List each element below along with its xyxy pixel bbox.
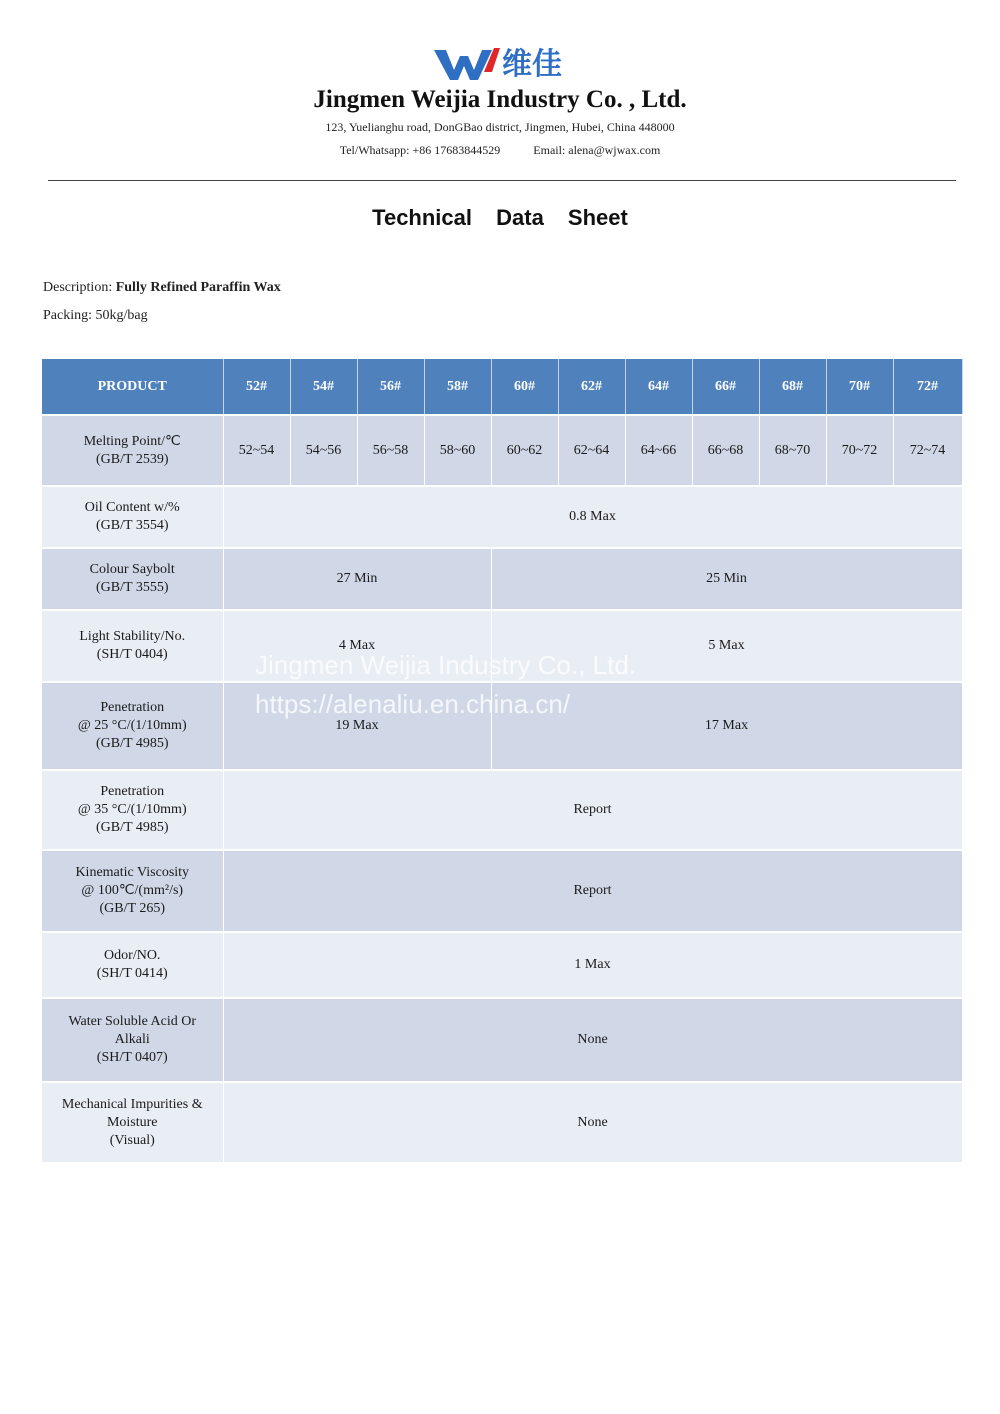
logo-chinese-text: 维佳: [502, 47, 562, 82]
packing-line: Packing: 50kg/bag: [43, 308, 148, 323]
table-row-penetration-25: [42, 682, 962, 770]
table-row-oil-content: [42, 486, 962, 548]
row-label: [42, 610, 223, 682]
row-label-line: Colour Saybolt: [89, 562, 175, 577]
row-label-line: (GB/T 2539): [96, 451, 169, 467]
table-cell: 72~74: [893, 415, 962, 486]
col-header: 62#: [558, 359, 625, 415]
row-label-line: (SH/T 0407): [96, 1050, 168, 1065]
row-label-line: (GB/T 4985): [96, 820, 169, 835]
row-label: [42, 1082, 223, 1163]
company-logo: [430, 42, 580, 82]
table-cell: 54~56: [290, 415, 357, 486]
table-cell: 66~68: [692, 415, 759, 486]
row-label-line: Mechanical Impurities &: [61, 1096, 203, 1112]
col-header: 56#: [357, 359, 424, 415]
logo-w-mark: [434, 50, 492, 80]
description-label: Description:: [43, 280, 113, 295]
col-header: 60#: [491, 359, 558, 415]
table-row-water-soluble: [42, 998, 962, 1082]
col-header: 70#: [826, 359, 893, 415]
table-row-penetration-35: [42, 770, 962, 850]
table-cell: None: [223, 998, 962, 1082]
page-title: Technical Data Sheet: [372, 205, 628, 230]
row-label-line: Kinematic Viscosity: [75, 865, 190, 880]
col-header: PRODUCT: [42, 359, 223, 415]
col-header: 64#: [625, 359, 692, 415]
row-label-line: @ 100℃/(mm²/s): [81, 883, 184, 898]
table-cell: None: [223, 1082, 962, 1163]
col-header: 66#: [692, 359, 759, 415]
row-label-line: (Visual): [109, 1132, 155, 1148]
table-cell: 52~54: [223, 415, 290, 486]
table-cell: 70~72: [826, 415, 893, 486]
company-address: 123, Yuelianghu road, DonGBao district, Jingmen, Hubei, China 448000: [325, 120, 675, 134]
table-cell: 19 Max: [223, 682, 491, 770]
table-row-colour: [42, 548, 962, 610]
row-label: [42, 932, 223, 998]
row-label-line: Moisture: [106, 1114, 158, 1130]
table-header-row: [42, 359, 962, 415]
description-line: [43, 280, 281, 296]
table-cell: 58~60: [424, 415, 491, 486]
row-label-line: Oil Content w/%: [84, 500, 180, 515]
row-label: [42, 548, 223, 610]
row-label: [42, 850, 223, 932]
contact-line: [0, 143, 1000, 158]
row-label-line: Penetration: [100, 700, 165, 715]
row-label-line: @ 25 °C/(1/10mm): [77, 718, 187, 733]
row-label-line: (SH/T 0414): [96, 966, 168, 981]
table-cell: Report: [223, 850, 962, 932]
row-label: [42, 998, 223, 1082]
table-row-mechanical-impurities: [42, 1082, 962, 1163]
col-header: 68#: [759, 359, 826, 415]
table-row-kinematic-viscosity: [42, 850, 962, 932]
row-label-line: Penetration: [100, 784, 165, 799]
table-cell: 25 Min: [491, 548, 962, 610]
row-label-line: (SH/T 0404): [96, 647, 168, 662]
row-label-line: Odor/NO.: [104, 948, 161, 963]
table-row-melting-point: [42, 415, 962, 486]
table-cell: 68~70: [759, 415, 826, 486]
table-cell: 60~62: [491, 415, 558, 486]
row-label-line: (GB/T 3554): [96, 518, 169, 533]
row-label-line: @ 35 °C/(1/10mm): [77, 802, 187, 817]
table-cell: 62~64: [558, 415, 625, 486]
row-label: [42, 415, 223, 486]
watermark-company: Jingmen Weijia Industry Co., Ltd.: [255, 650, 637, 680]
row-label: [42, 486, 223, 548]
header-divider: [48, 180, 956, 181]
table-cell: 5 Max: [491, 610, 962, 682]
table-row-light-stability: [42, 610, 962, 682]
table-cell: 4 Max: [223, 610, 491, 682]
table-cell: 0.8 Max: [223, 486, 962, 548]
watermark-url: https://alenaliu.en.china.cn/: [255, 689, 571, 719]
row-label-line: (GB/T 265): [99, 901, 165, 916]
table-cell: 64~66: [625, 415, 692, 486]
phone-text: Tel/Whatsapp: +86 17683844529: [339, 143, 501, 157]
table-cell: 17 Max: [491, 682, 962, 770]
table-cell: 56~58: [357, 415, 424, 486]
row-label: [42, 682, 223, 770]
col-header: 52#: [223, 359, 290, 415]
description-value: Fully Refined Paraffin Wax: [115, 280, 281, 295]
email-text: Email: alena@wjwax.com: [533, 143, 661, 157]
row-label: [42, 770, 223, 850]
spec-table: [42, 359, 963, 1164]
row-label-line: Water Soluble Acid Or: [68, 1014, 197, 1029]
table-cell: Report: [223, 770, 962, 850]
row-label-line: (GB/T 4985): [96, 736, 169, 751]
table-cell: 27 Min: [223, 548, 491, 610]
row-label-line: Light Stability/No.: [79, 629, 186, 644]
col-header: 54#: [290, 359, 357, 415]
row-label-line: Melting Point/℃: [83, 433, 181, 449]
col-header: 72#: [893, 359, 962, 415]
col-header: 58#: [424, 359, 491, 415]
row-label-line: Alkali: [114, 1032, 150, 1047]
table-row-odor: [42, 932, 962, 998]
table-cell: 1 Max: [223, 932, 962, 998]
company-name: Jingmen Weijia Industry Co. , Ltd.: [313, 86, 687, 113]
row-label-line: (GB/T 3555): [96, 580, 169, 595]
